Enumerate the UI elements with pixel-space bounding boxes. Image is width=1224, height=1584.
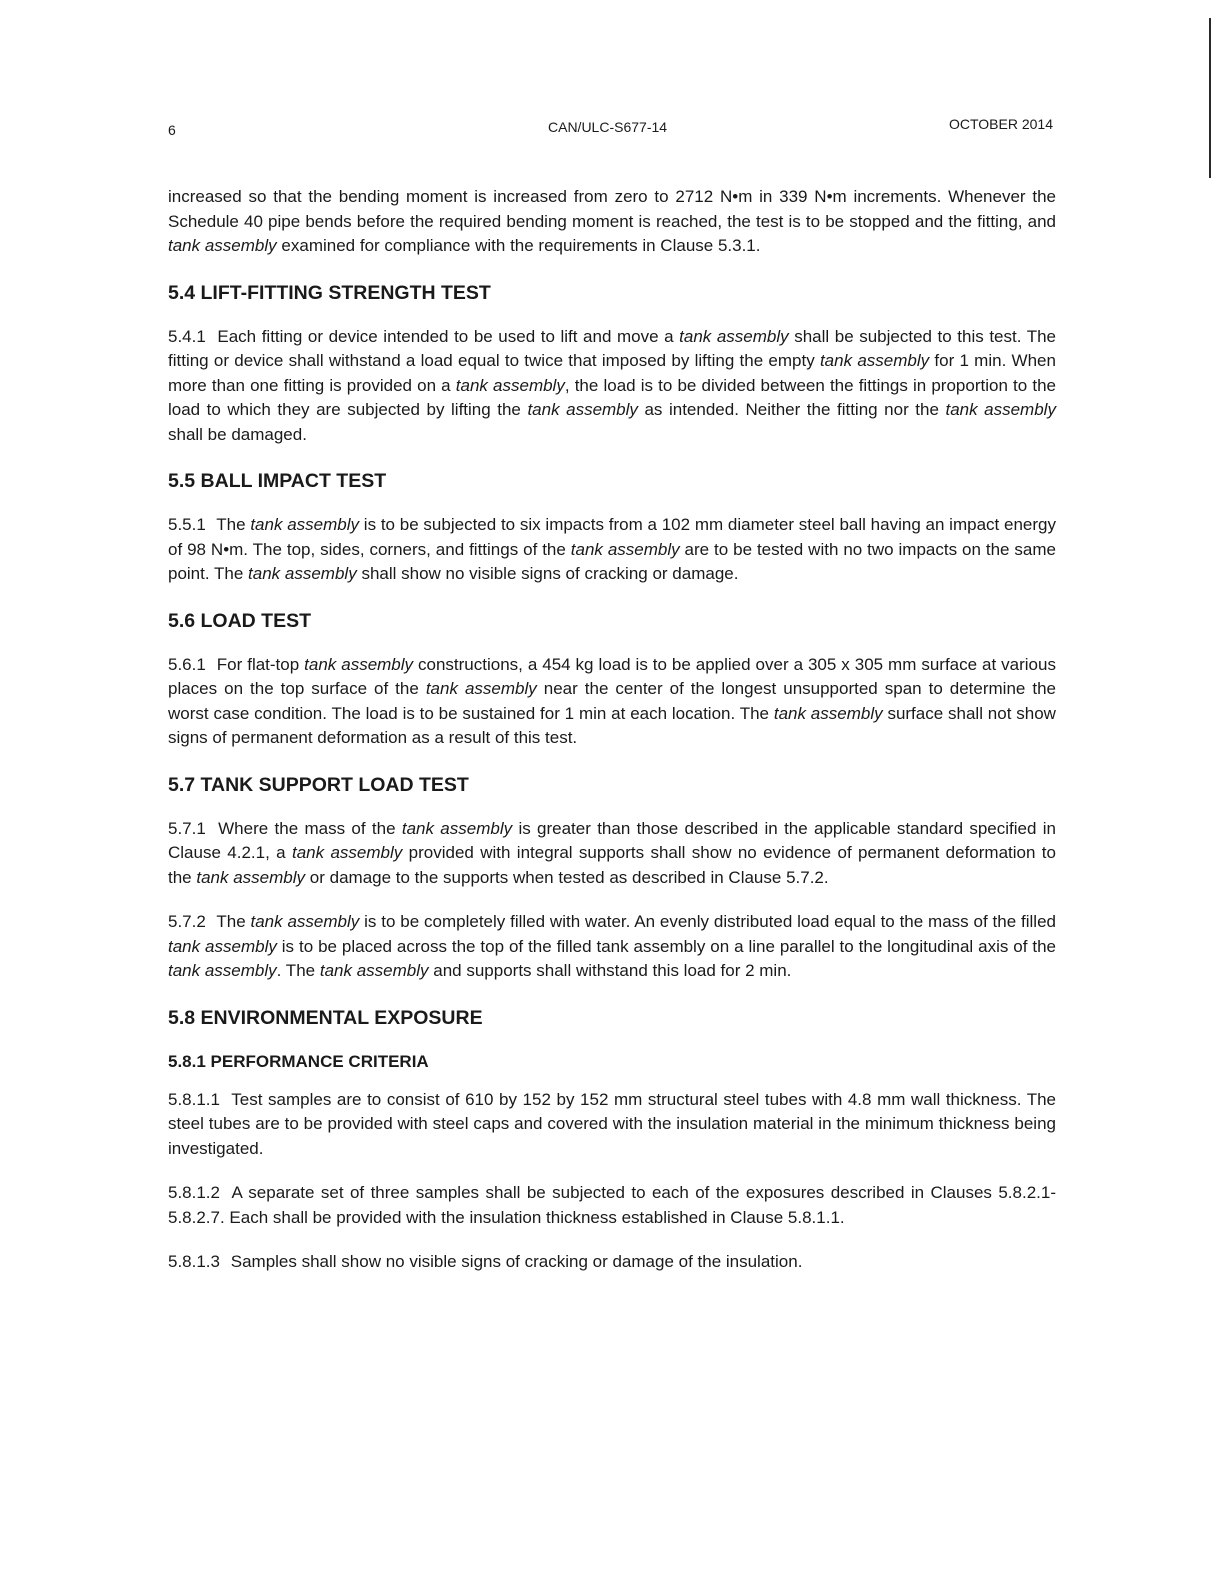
defined-term: tank assembly xyxy=(570,539,680,559)
clause-5-7-2: 5.7.2 The tank assembly is to be completely filled with water. An evenly distributed load equal to the mass of the filled tank assembly is to be placed across the top of the filled tank assembly on a line parallel to the longitudinal axis of the tank assembly. The tank assembly and supports shall withstand this load for 2 min. xyxy=(168,912,1056,980)
defined-term: tank assembly xyxy=(250,515,360,534)
section-heading-5-6: 5.6 LOAD TEST xyxy=(168,609,312,632)
defined-term: tank assembly xyxy=(248,564,357,583)
page-header xyxy=(168,118,1053,140)
clause-5-7-1: 5.7.1 Where the mass of the tank assembly is greater than those described in the applicable standard specified in Clause 4.2.1, a tank assembly provided with integral supports shall show no evidence of permanent deformation to the tank assembly or damage to the supports when tested as described in Clause 5.7.2. xyxy=(168,818,1056,887)
clause-number: 5.7.1 xyxy=(168,818,206,838)
continuation-paragraph: increased so that the bending moment is increased from zero to 2712 N•m in 339 N•m increments. Whenever the Schedule 40 pipe bends before the required bending moment is reached, the test is to be stopped and the fitting, and tank assembly examined for compliance with the requirements in Clause 5.3.1. xyxy=(168,187,1056,255)
standard-designation: CAN/ULC-S677-14 xyxy=(548,119,668,135)
page-number: 6 xyxy=(168,122,176,138)
section-heading-5-4: 5.4 LIFT-FITTING STRENGTH TEST xyxy=(168,281,491,304)
clause-number: 5.4.1 xyxy=(168,326,206,346)
defined-term: tank assembly xyxy=(319,961,429,980)
defined-term: tank assembly xyxy=(250,912,360,931)
defined-term: tank assembly xyxy=(527,400,638,419)
clause-5-8-1-3: 5.8.1.3 Samples shall show no visible signs of cracking or damage of the insulation. xyxy=(168,1252,803,1271)
defined-term: tank assembly xyxy=(168,236,277,255)
defined-term: tank assembly xyxy=(679,326,789,346)
clause-number: 5.6.1 xyxy=(168,654,206,674)
clause-5-8-1-1: 5.8.1.1 Test samples are to consist of 610 by 152 by 152 mm structural steel tubes with 4.8 mm wall thickness. The steel tubes are to be provided with steel caps and covered with the insulation material in the minimum thickness being investigated. xyxy=(168,1089,1056,1158)
clause-number: 5.7.2 xyxy=(168,912,206,931)
clause-number: 5.8.1.2 xyxy=(168,1183,220,1202)
defined-term: tank assembly xyxy=(168,961,277,980)
subsection-heading-5-8-1: 5.8.1 PERFORMANCE CRITERIA xyxy=(168,1051,429,1071)
clause-number: 5.8.1.3 xyxy=(168,1252,220,1271)
defined-term: tank assembly xyxy=(304,654,414,674)
defined-term: tank assembly xyxy=(945,400,1056,419)
section-heading-5-5: 5.5 BALL IMPACT TEST xyxy=(168,470,387,492)
defined-term: tank assembly xyxy=(425,679,537,698)
defined-term: tank assembly xyxy=(291,843,403,862)
defined-term: tank assembly xyxy=(168,936,277,956)
section-heading-5-8: 5.8 ENVIRONMENTAL EXPOSURE xyxy=(168,1006,483,1029)
defined-term: tank assembly xyxy=(819,351,930,370)
clause-5-5-1: 5.5.1 The tank assembly is to be subjected to six impacts from a 102 mm diameter steel ball having an impact energy of 98 N•m. The top, sides, corners, and fittings of the tank assembly are to be tested with no two impacts on the same point. The tank assembly shall show no visible signs of cracking or damage. xyxy=(168,515,1056,583)
scan-edge-line xyxy=(1209,18,1211,178)
defined-term: tank assembly xyxy=(401,818,513,838)
clause-number: 5.5.1 xyxy=(168,515,206,534)
defined-term: tank assembly xyxy=(773,703,883,723)
clause-5-4-1: 5.4.1 Each fitting or device intended to be used to lift and move a tank assembly shall be subjected to this test. The fitting or device shall withstand a load equal to twice that imposed by lifting the empty tank assembly for 1 min. When more than one fitting is provided on a tank assembly, the load is to be divided between the fittings in proportion to the load to which they are subjected by lifting the tank assembly as intended. Neither the fitting nor the tank assembly shall be damaged. xyxy=(168,326,1056,444)
defined-term: tank assembly xyxy=(196,867,306,887)
section-heading-5-7: 5.7 TANK SUPPORT LOAD TEST xyxy=(168,773,469,796)
clause-number: 5.8.1.1 xyxy=(168,1089,220,1109)
clause-5-8-1-2: 5.8.1.2 A separate set of three samples shall be subjected to each of the exposures described in Clauses 5.8.2.1- 5.8.2.7. Each shall be provided with the insulation thickness established in Clause 5.8.1.1. xyxy=(168,1183,1056,1227)
defined-term: tank assembly xyxy=(455,375,565,395)
clause-5-6-1: 5.6.1 For flat-top tank assembly constructions, a 454 kg load is to be applied over a 305 x 305 mm surface at various places on the top surface of the tank assembly near the center of the longest unsupported span to determine the worst case condition. The load is to be sustained for 1 min at each location. The tank assembly surface shall not show signs of permanent deformation as a result of this test. xyxy=(168,654,1056,747)
page-body xyxy=(168,185,1056,1295)
publication-date: OCTOBER 2014 xyxy=(948,116,1053,132)
